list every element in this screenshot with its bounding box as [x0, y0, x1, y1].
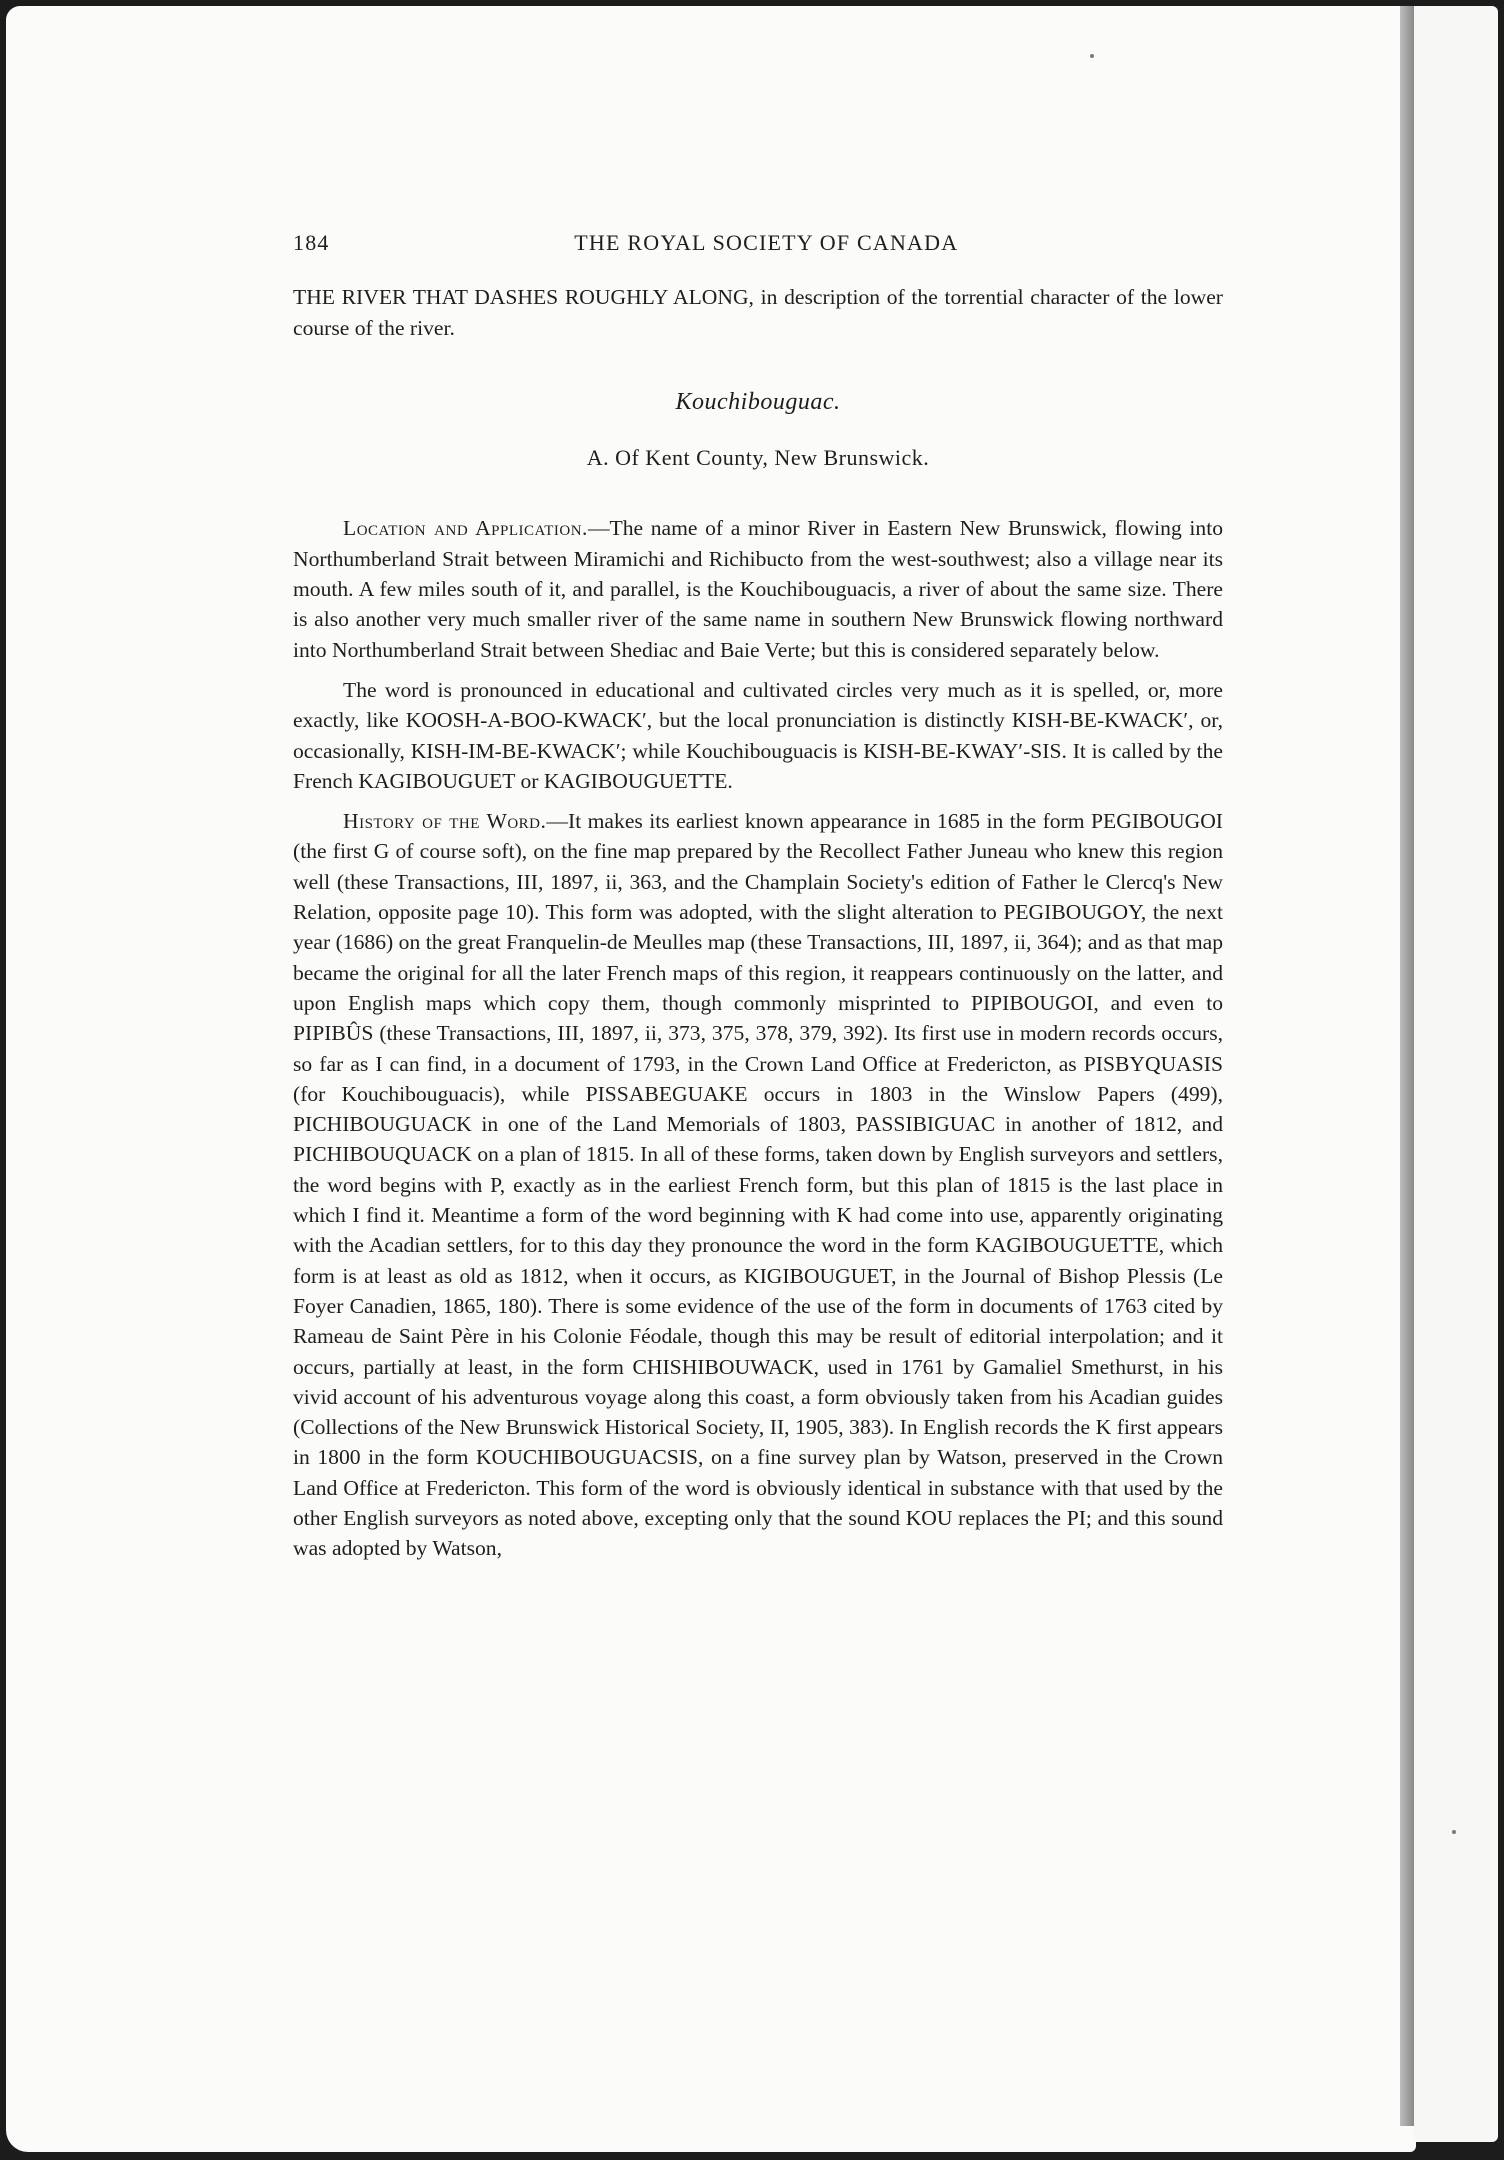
text-column [293, 228, 1223, 1564]
page-edge-shadow [1400, 6, 1414, 2126]
section-title: Kouchibouguac. [675, 388, 841, 415]
running-head [293, 228, 1223, 258]
pronunciation-paragraph: The word is pronounced in educational and cultivated circles very much as it is spelled, or, more exactly, like KOOSH-A-BOO-KWACK′, but the local pronunciation is distinctly KISH-BE-KWACK′, or, occasionally, KISH-IM-BE-KWACK′; while Kouchibouguacis is KISH-BE-KWAY′-SIS. It is called by the French KAGIBOUGUET or KAGIBOUGUETTE. [293, 677, 1223, 793]
location-text: —The name of a minor River in Eastern New Brunswick, flowing into Northumberland Strait between Miramichi and Richibucto from the west-southwest; also a village near its mouth. A few miles south of it, and parallel, is the Kouchibouguacis, a river of about the same size. There is also another very much smaller river of the same name in southern New Brunswick flowing northward into Northumberland Strait between Shediac and Baie Verte; but this is considered separately below. [293, 516, 1223, 662]
running-title: THE ROYAL SOCIETY OF CANADA [574, 230, 959, 255]
facing-page-strip [1414, 6, 1498, 2142]
location-label: Location and Application. [343, 516, 588, 541]
paper-speck [1452, 1830, 1456, 1834]
history-paragraph [293, 806, 1223, 1563]
page-number: 184 [293, 230, 330, 255]
paper-speck [1090, 54, 1094, 58]
opening-paragraph: THE RIVER THAT DASHES ROUGHLY ALONG, in description of the torrential character of the lower course of the river. [293, 285, 1223, 340]
location-paragraph [293, 513, 1223, 664]
subsection-title: A. Of Kent County, New Brunswick. [586, 445, 930, 471]
history-label: History of the Word. [343, 809, 547, 834]
history-text: —It makes its earliest known appearance in 1685 in the form PEGIBOUGOI (the first G of course soft), on the fine map prepared by the Recollect Father Juneau who knew this region well (these Transactions, III, 1897, ii, 363, and the Champlain Society's edition of Father le Clercq's New Relation, opposite page 10). This form was adopted, with the slight alteration to PEGIBOUGOY, the next year (1686) on the great Franquelin-de Meulles map (these Transactions, III, 1897, ii, 364); and as that map became the original for all the later French maps of this region, it reappears continuously on the latter, and upon English maps which copy them, though commonly misprinted to PIPIBOUGOI, and even to PIPIBÛS (these Transactions, III, 1897, ii, 373, 375, 378, 379, 392). Its first use in modern records occurs, so far as I can find, in a document of 1793, in the Crown Land Office at Fredericton, as PISBYQUASIS (for Kouchibouguacis), while PISSABEGUAKE occurs in 1803 in the Winslow Papers (499), PICHIBOUGUACK in one of the Land Memorials of 1803, PASSIBIGUAC in another of 1812, and PICHIBOUQUACK on a plan of 1815. In all of these forms, taken down by English surveyors and settlers, the word begins with P, exactly as in the earliest French form, but this plan of 1815 is the last place in which I find it. Meantime a form of the word beginning with K had come into use, apparently originating with the Acadian settlers, for to this day they pronounce the word in the form KAGIBOUGUETTE, which form is at least as old as 1812, when it occurs, as KIGIBOUGUET, in the Journal of Bishop Plessis (Le Foyer Canadien, 1865, 180). There is some evidence of the use of the form in documents of 1763 cited by Rameau de Saint Père in his Colonie Féodale, though this may be result of editorial interpolation; and it occurs, partially at least, in the form CHISHIBOUWACK, used in 1761 by Gamaliel Smethurst, in his vivid account of his adventurous voyage along this coast, a form obviously taken from his Acadian guides (Collections of the New Brunswick Historical Society, II, 1905, 383). In English records the K first appears in 1800 in the form KOUCHIBOUGUACSIS, on a fine survey plan by Watson, preserved in the Crown Land Office at Fredericton. This form of the word is obviously identical in substance with that used by the other English surveyors as noted above, excepting only that the sound KOU replaces the PI; and this sound was adopted by Watson, [293, 809, 1223, 1561]
